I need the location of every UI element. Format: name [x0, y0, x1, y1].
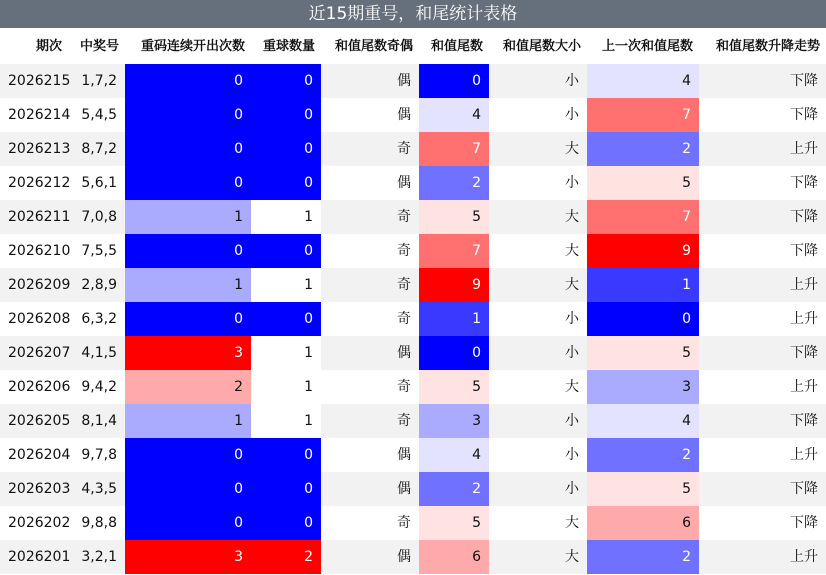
cell-sum-tail: 3: [419, 404, 489, 438]
cell-prev-sum-tail: 1: [587, 268, 699, 302]
table-row: [0, 98, 826, 132]
cell-prev-sum-tail: 2: [587, 438, 699, 472]
cell-period: 2026205: [8, 413, 71, 429]
cell-period: 2026204: [8, 447, 71, 463]
cell-repeat-streak: 0: [125, 302, 251, 336]
cell-repeat-count: 0: [251, 166, 321, 200]
table-row: [0, 268, 826, 302]
header-sum-tail-size: 和值尾数大小: [502, 39, 581, 54]
cell-numbers: 6,3,2: [81, 311, 117, 327]
cell-trend: 下降: [790, 413, 818, 429]
cell-sum-tail-parity: 偶: [397, 107, 411, 123]
cell-repeat-streak: 0: [125, 472, 251, 506]
cell-repeat-count: 0: [251, 506, 321, 540]
cell-repeat-streak: 0: [125, 438, 251, 472]
header-row: [0, 28, 826, 67]
cell-sum-tail: 4: [419, 98, 489, 132]
cell-sum-tail-parity: 偶: [397, 549, 411, 565]
cell-sum-tail: 9: [419, 268, 489, 302]
cell-sum-tail-parity: 奇: [397, 413, 411, 429]
cell-trend: 上升: [790, 549, 818, 565]
cell-repeat-count: 1: [251, 336, 321, 370]
cell-period: 2026210: [8, 243, 71, 259]
table-row: [0, 302, 826, 336]
cell-trend: 上升: [790, 141, 818, 157]
cell-sum-tail-parity: 奇: [397, 141, 411, 157]
cell-sum-tail-parity: 偶: [397, 481, 411, 497]
cell-repeat-count: 0: [251, 234, 321, 268]
cell-sum-tail-parity: 奇: [397, 515, 411, 531]
cell-repeat-count: 0: [251, 132, 321, 166]
cell-repeat-count: 0: [251, 64, 321, 98]
cell-repeat-streak: 0: [125, 98, 251, 132]
header-repeat-count: 重球数量: [262, 39, 315, 54]
cell-trend: 下降: [790, 175, 818, 191]
cell-sum-tail: 7: [419, 132, 489, 166]
cell-numbers: 5,4,5: [81, 107, 117, 123]
table-row: [0, 336, 826, 370]
header-sum-tail-parity: 和值尾数奇偶: [334, 39, 413, 54]
cell-repeat-streak: 0: [125, 64, 251, 98]
table-row: [0, 166, 826, 200]
cell-trend: 下降: [790, 107, 818, 123]
cell-numbers: 1,7,2: [81, 73, 117, 89]
cell-trend: 下降: [790, 209, 818, 225]
cell-numbers: 9,7,8: [81, 447, 117, 463]
cell-sum-tail: 6: [419, 540, 489, 574]
header-numbers: 中奖号: [79, 39, 119, 54]
cell-repeat-streak: 3: [125, 540, 251, 574]
cell-repeat-streak: 2: [125, 370, 251, 404]
cell-repeat-count: 1: [251, 200, 321, 234]
cell-trend: 下降: [790, 345, 818, 361]
cell-numbers: 9,4,2: [81, 379, 117, 395]
cell-numbers: 9,8,8: [81, 515, 117, 531]
cell-trend: 下降: [790, 515, 818, 531]
cell-repeat-count: 1: [251, 370, 321, 404]
cell-numbers: 8,7,2: [81, 141, 117, 157]
cell-sum-tail-size: 小: [565, 345, 579, 361]
cell-repeat-streak: 0: [125, 506, 251, 540]
cell-sum-tail-size: 大: [565, 277, 579, 293]
cell-trend: 下降: [790, 73, 818, 89]
cell-numbers: 5,6,1: [81, 175, 117, 191]
cell-numbers: 7,5,5: [81, 243, 117, 259]
cell-period: 2026209: [8, 277, 71, 293]
header-period: 期次: [35, 39, 62, 54]
cell-sum-tail-size: 小: [565, 73, 579, 89]
cell-sum-tail: 0: [419, 64, 489, 98]
table-title: 近15期重号，和尾统计表格: [0, 0, 826, 28]
cell-period: 2026212: [8, 175, 71, 191]
cell-repeat-streak: 1: [125, 404, 251, 438]
cell-sum-tail-size: 小: [565, 311, 579, 327]
header-prev-sum-tail: 上一次和值尾数: [601, 39, 693, 54]
cell-numbers: 4,1,5: [81, 345, 117, 361]
cell-prev-sum-tail: 4: [587, 404, 699, 438]
cell-prev-sum-tail: 9: [587, 234, 699, 268]
cell-sum-tail-parity: 奇: [397, 243, 411, 259]
cell-sum-tail-size: 大: [565, 141, 579, 157]
cell-prev-sum-tail: 7: [587, 200, 699, 234]
cell-sum-tail-size: 小: [565, 107, 579, 123]
cell-repeat-count: 1: [251, 268, 321, 302]
cell-trend: 下降: [790, 481, 818, 497]
cell-sum-tail: 5: [419, 506, 489, 540]
table-row: [0, 370, 826, 404]
cell-period: 2026203: [8, 481, 71, 497]
cell-numbers: 4,3,5: [81, 481, 117, 497]
cell-prev-sum-tail: 5: [587, 336, 699, 370]
table-row: [0, 64, 826, 98]
table-row: [0, 540, 826, 574]
cell-period: 2026213: [8, 141, 71, 157]
cell-repeat-streak: 0: [125, 132, 251, 166]
cell-sum-tail: 5: [419, 370, 489, 404]
cell-sum-tail-parity: 偶: [397, 175, 411, 191]
cell-numbers: 8,1,4: [81, 413, 117, 429]
cell-sum-tail-parity: 奇: [397, 277, 411, 293]
cell-sum-tail-size: 小: [565, 413, 579, 429]
cell-trend: 上升: [790, 447, 818, 463]
header-trend: 和值尾数升降走势: [715, 39, 820, 54]
header-sum-tail: 和值尾数: [430, 39, 483, 54]
cell-repeat-streak: 3: [125, 336, 251, 370]
cell-prev-sum-tail: 3: [587, 370, 699, 404]
cell-sum-tail-parity: 奇: [397, 379, 411, 395]
cell-sum-tail-parity: 奇: [397, 311, 411, 327]
cell-sum-tail: 4: [419, 438, 489, 472]
cell-sum-tail-size: 大: [565, 379, 579, 395]
table-row: [0, 404, 826, 438]
cell-prev-sum-tail: 4: [587, 64, 699, 98]
cell-repeat-streak: 0: [125, 234, 251, 268]
cell-sum-tail: 5: [419, 200, 489, 234]
cell-period: 2026214: [8, 107, 71, 123]
cell-repeat-count: 0: [251, 302, 321, 336]
cell-repeat-streak: 1: [125, 200, 251, 234]
cell-sum-tail: 2: [419, 472, 489, 506]
cell-repeat-count: 0: [251, 98, 321, 132]
cell-sum-tail-parity: 偶: [397, 73, 411, 89]
cell-sum-tail-size: 大: [565, 549, 579, 565]
cell-trend: 上升: [790, 311, 818, 327]
cell-prev-sum-tail: 2: [587, 540, 699, 574]
cell-numbers: 3,2,1: [81, 549, 117, 565]
cell-repeat-streak: 1: [125, 268, 251, 302]
cell-sum-tail-size: 大: [565, 243, 579, 259]
cell-period: 2026207: [8, 345, 71, 361]
cell-period: 2026208: [8, 311, 71, 327]
table-row: [0, 472, 826, 506]
cell-sum-tail: 0: [419, 336, 489, 370]
cell-sum-tail-size: 小: [565, 175, 579, 191]
cell-period: 2026202: [8, 515, 71, 531]
cell-numbers: 2,8,9: [81, 277, 117, 293]
cell-period: 2026206: [8, 379, 71, 395]
cell-trend: 上升: [790, 277, 818, 293]
cell-prev-sum-tail: 5: [587, 472, 699, 506]
cell-sum-tail: 2: [419, 166, 489, 200]
cell-sum-tail-parity: 奇: [397, 209, 411, 225]
cell-repeat-count: 0: [251, 472, 321, 506]
cell-period: 2026211: [8, 209, 71, 225]
header-repeat-streak: 重码连续开出次数: [140, 39, 245, 54]
cell-prev-sum-tail: 6: [587, 506, 699, 540]
table-row: [0, 234, 826, 268]
table-row: [0, 506, 826, 540]
cell-prev-sum-tail: 0: [587, 302, 699, 336]
cell-trend: 下降: [790, 243, 818, 259]
cell-sum-tail-parity: 偶: [397, 447, 411, 463]
cell-sum-tail-size: 大: [565, 515, 579, 531]
cell-period: 2026215: [8, 73, 71, 89]
cell-prev-sum-tail: 2: [587, 132, 699, 166]
table-row: [0, 438, 826, 472]
cell-trend: 上升: [790, 379, 818, 395]
cell-sum-tail-size: 小: [565, 481, 579, 497]
table-row: [0, 200, 826, 234]
cell-repeat-count: 1: [251, 404, 321, 438]
cell-prev-sum-tail: 7: [587, 98, 699, 132]
cell-prev-sum-tail: 5: [587, 166, 699, 200]
table-row: [0, 132, 826, 166]
cell-sum-tail: 7: [419, 234, 489, 268]
cell-repeat-count: 2: [251, 540, 321, 574]
cell-sum-tail: 1: [419, 302, 489, 336]
cell-sum-tail-parity: 偶: [397, 345, 411, 361]
cell-sum-tail-size: 大: [565, 209, 579, 225]
cell-period: 2026201: [8, 549, 71, 565]
cell-numbers: 7,0,8: [81, 209, 117, 225]
cell-sum-tail-size: 小: [565, 447, 579, 463]
cell-repeat-streak: 0: [125, 166, 251, 200]
cell-repeat-count: 0: [251, 438, 321, 472]
